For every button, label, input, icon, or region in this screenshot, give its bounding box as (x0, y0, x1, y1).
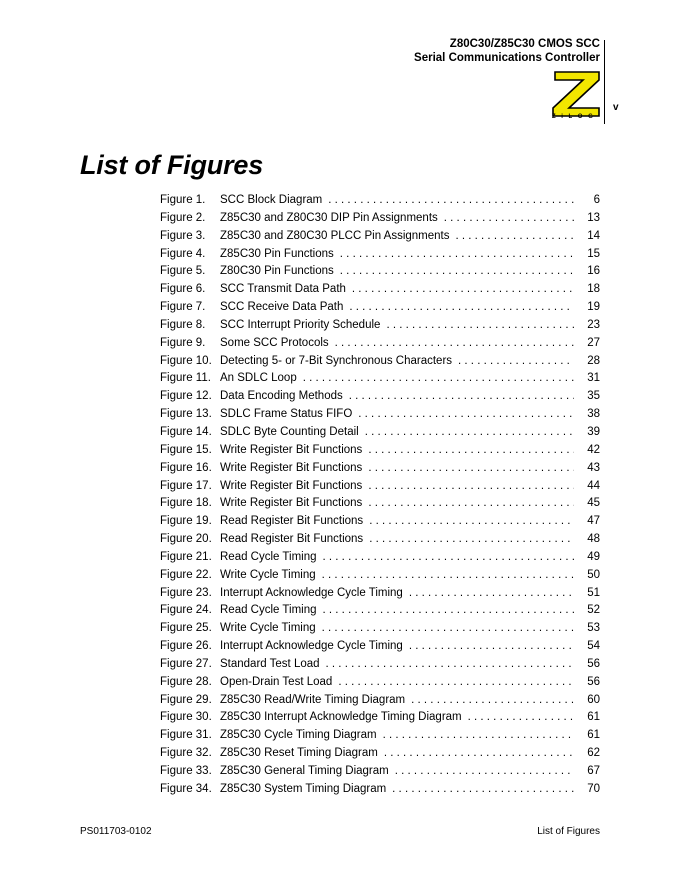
header-product-subtitle: Serial Communications Controller (414, 52, 600, 64)
dot-leader (352, 283, 574, 295)
figure-number: Figure 15. (160, 443, 212, 456)
dot-leader (468, 711, 574, 723)
figure-entry[interactable] (160, 497, 600, 515)
dot-leader (328, 194, 574, 206)
figure-number: Figure 10. (160, 354, 212, 367)
figure-title: Some SCC Protocols (220, 336, 329, 349)
figure-entry[interactable] (160, 319, 600, 337)
figure-title: Z85C30 Cycle Timing Diagram (220, 729, 377, 742)
figure-title: Z85C30 and Z80C30 PLCC Pin Assignments (220, 229, 450, 242)
page-title: List of Figures (80, 150, 264, 180)
figure-number: Figure 8. (160, 318, 206, 331)
figure-entry[interactable] (160, 533, 600, 551)
figure-page-number: 6 (593, 194, 600, 206)
figure-page-number: 28 (587, 354, 600, 367)
figure-entry[interactable] (160, 372, 600, 390)
dot-leader (369, 515, 574, 527)
figure-number: Figure 16. (160, 461, 212, 474)
figure-page-number: 61 (587, 711, 600, 724)
figure-entry[interactable] (160, 337, 600, 355)
figure-page-number: 60 (587, 693, 600, 706)
figure-number: Figure 4. (160, 247, 206, 260)
dot-leader (338, 676, 574, 688)
figure-entry[interactable] (160, 658, 600, 676)
figure-title: Z85C30 and Z80C30 DIP Pin Assignments (220, 211, 438, 224)
figure-number: Figure 5. (160, 265, 206, 278)
figure-title: SCC Block Diagram (220, 194, 323, 206)
dot-leader (368, 444, 574, 456)
figure-entry[interactable] (160, 569, 600, 587)
figure-page-number: 35 (587, 390, 600, 403)
figure-title: SDLC Byte Counting Detail (220, 425, 359, 438)
figure-title: SCC Transmit Data Path (220, 283, 346, 296)
logo-wordmark: ZiLOG (552, 114, 599, 120)
figure-number: Figure 34. (160, 782, 212, 795)
dot-leader (349, 301, 574, 313)
dot-leader (358, 408, 574, 420)
figure-title: Interrupt Acknowledge Cycle Timing (220, 586, 403, 599)
figure-number: Figure 33. (160, 765, 212, 777)
figure-page-number: 42 (587, 443, 600, 456)
figure-title: Z85C30 Pin Functions (220, 247, 334, 260)
figure-number: Figure 27. (160, 657, 212, 670)
figure-number: Figure 11. (160, 372, 211, 385)
figure-title: Detecting 5- or 7-Bit Synchronous Characters (220, 354, 453, 367)
figure-entry[interactable] (160, 480, 600, 498)
figure-number: Figure 9. (160, 336, 206, 349)
figure-number: Figure 24. (160, 604, 212, 617)
dot-leader (335, 337, 574, 349)
footer-section-name: List of Figures (537, 826, 600, 837)
figure-entry[interactable] (160, 390, 600, 408)
figure-number: Figure 28. (160, 675, 212, 688)
figure-title: An SDLC Loop (220, 372, 297, 385)
figure-number: Figure 29. (160, 693, 212, 706)
figure-page-number: 31 (587, 372, 600, 385)
figure-number: Figure 20. (160, 533, 212, 546)
figure-entry[interactable] (160, 248, 600, 266)
figure-entry[interactable] (160, 355, 600, 373)
figure-number: Figure 19. (160, 515, 212, 528)
dot-leader (444, 212, 574, 224)
figure-entry[interactable] (160, 587, 600, 605)
figure-number: Figure 1. (160, 194, 206, 206)
figure-page-number: 48 (587, 533, 600, 546)
dot-leader (303, 372, 574, 384)
figure-page-number: 14 (587, 229, 600, 242)
dot-leader (392, 783, 574, 795)
figure-entry[interactable] (160, 283, 600, 301)
figure-page-number: 43 (587, 461, 600, 474)
figure-number: Figure 30. (160, 711, 212, 724)
figure-entry[interactable] (160, 729, 600, 747)
figure-entry[interactable] (160, 747, 600, 765)
figure-entry[interactable] (160, 640, 600, 658)
dot-leader (369, 533, 574, 545)
figure-entry[interactable] (160, 265, 600, 283)
dot-leader (340, 248, 574, 260)
figure-entry[interactable] (160, 515, 600, 533)
figure-page-number: 18 (587, 283, 600, 296)
dot-leader (383, 729, 574, 741)
figure-title: Write Cycle Timing (220, 622, 316, 635)
figure-page-number: 54 (587, 640, 600, 653)
figure-title: Interrupt Acknowledge Cycle Timing (220, 640, 403, 653)
figure-title: Standard Test Load (220, 657, 320, 670)
figure-title: Open-Drain Test Load (220, 675, 333, 688)
figure-number: Figure 14. (160, 425, 212, 438)
figure-entry[interactable] (160, 551, 600, 569)
figure-number: Figure 23. (160, 586, 212, 599)
figure-entry[interactable] (160, 622, 600, 640)
figure-list (160, 194, 600, 801)
figure-title: Write Register Bit Functions (220, 497, 363, 510)
figure-entry[interactable] (160, 783, 600, 801)
figure-number: Figure 21. (160, 550, 212, 563)
figure-number: Figure 31. (160, 729, 212, 742)
page-number-roman: v (613, 102, 619, 113)
dot-leader (323, 604, 574, 616)
figure-page-number: 70 (587, 782, 600, 795)
figure-entry[interactable] (160, 194, 600, 212)
figure-entry[interactable] (160, 444, 600, 462)
figure-page-number: 52 (587, 604, 600, 617)
figure-page-number: 53 (587, 622, 600, 635)
figure-number: Figure 32. (160, 747, 212, 760)
dot-leader (458, 355, 574, 367)
figure-number: Figure 18. (160, 497, 212, 510)
figure-page-number: 45 (587, 497, 600, 510)
figure-page-number: 62 (587, 747, 600, 760)
figure-title: Z85C30 System Timing Diagram (220, 782, 387, 795)
dot-leader (409, 587, 574, 599)
figure-number: Figure 6. (160, 283, 206, 296)
figure-entry[interactable] (160, 212, 600, 230)
figure-page-number: 61 (587, 729, 600, 742)
dot-leader (365, 426, 574, 438)
figure-title: SCC Interrupt Priority Schedule (220, 318, 381, 331)
dot-leader (326, 658, 574, 670)
figure-number: Figure 26. (160, 640, 212, 653)
dot-leader (322, 569, 574, 581)
figure-entry[interactable] (160, 604, 600, 622)
figure-page-number: 19 (587, 301, 600, 314)
figure-number: Figure 17. (160, 479, 212, 492)
figure-entry[interactable] (160, 676, 600, 694)
dot-leader (386, 319, 574, 331)
figure-page-number: 67 (587, 765, 600, 777)
figure-entry[interactable] (160, 694, 600, 712)
figure-title: Write Register Bit Functions (220, 479, 363, 492)
dot-leader (384, 747, 574, 759)
figure-page-number: 51 (587, 586, 600, 599)
figure-page-number: 27 (587, 336, 600, 349)
dot-leader (409, 640, 574, 652)
figure-title: Read Cycle Timing (220, 550, 317, 563)
figure-page-number: 49 (587, 550, 600, 563)
figure-page-number: 15 (587, 247, 600, 260)
dot-leader (349, 390, 574, 402)
footer-doc-id: PS011703-0102 (80, 826, 152, 837)
figure-page-number: 13 (587, 211, 600, 224)
figure-title: Write Register Bit Functions (220, 443, 363, 456)
figure-entry[interactable] (160, 301, 600, 319)
figure-number: Figure 13. (160, 408, 212, 421)
figure-title: Read Cycle Timing (220, 604, 317, 617)
dot-leader (322, 622, 574, 634)
figure-entry[interactable] (160, 462, 600, 480)
figure-entry[interactable] (160, 408, 600, 426)
figure-number: Figure 22. (160, 568, 212, 581)
figure-page-number: 44 (587, 479, 600, 492)
figure-title: Read Register Bit Functions (220, 533, 364, 546)
figure-title: Read Register Bit Functions (220, 515, 364, 528)
figure-title: Z85C30 Reset Timing Diagram (220, 747, 378, 760)
figure-title: Write Cycle Timing (220, 568, 316, 581)
figure-entry[interactable] (160, 426, 600, 444)
figure-entry[interactable] (160, 711, 600, 729)
figure-page-number: 56 (587, 675, 600, 688)
dot-leader (455, 230, 574, 242)
figure-entry[interactable] (160, 230, 600, 248)
figure-page-number: 23 (587, 318, 600, 331)
header-product-title: Z80C30/Z85C30 CMOS SCC (449, 38, 600, 50)
figure-page-number: 39 (587, 425, 600, 438)
figure-number: Figure 3. (160, 229, 206, 242)
figure-title: Z85C30 General Timing Diagram (220, 765, 389, 777)
figure-title: Z85C30 Read/Write Timing Diagram (220, 693, 406, 706)
dot-leader (368, 497, 574, 509)
dot-leader (368, 480, 574, 492)
figure-title: Data Encoding Methods (220, 390, 343, 403)
figure-number: Figure 12. (160, 390, 212, 403)
figure-page-number: 16 (587, 265, 600, 278)
figure-number: Figure 7. (160, 301, 206, 314)
dot-leader (411, 694, 574, 706)
dot-leader (323, 551, 574, 563)
figure-page-number: 56 (587, 657, 600, 670)
figure-title: Write Register Bit Functions (220, 461, 363, 474)
figure-number: Figure 25. (160, 622, 212, 635)
figure-title: SDLC Frame Status FIFO (220, 408, 353, 421)
figure-title: Z85C30 Interrupt Acknowledge Timing Diagram (220, 711, 462, 724)
dot-leader (368, 462, 574, 474)
dot-leader (395, 765, 574, 777)
dot-leader (340, 265, 574, 277)
figure-page-number: 50 (587, 568, 600, 581)
figure-page-number: 38 (587, 408, 600, 421)
figure-title: SCC Receive Data Path (220, 301, 344, 314)
figure-entry[interactable] (160, 765, 600, 783)
figure-page-number: 47 (587, 515, 600, 528)
figure-title: Z80C30 Pin Functions (220, 265, 334, 278)
figure-number: Figure 2. (160, 211, 206, 224)
